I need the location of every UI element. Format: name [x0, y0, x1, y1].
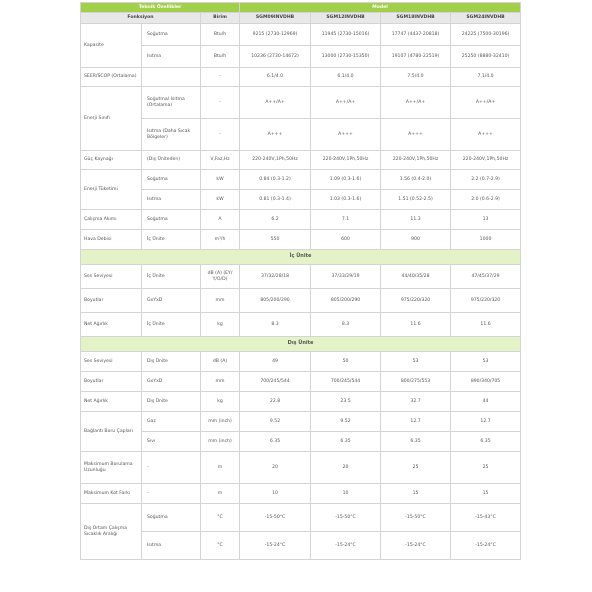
value-cell: 53	[451, 352, 521, 372]
spec-row	[81, 352, 521, 372]
row-function: (Dış Üniteden)	[142, 151, 201, 170]
row-unit: dB (A) (EY/ Y/O/D)	[201, 265, 240, 289]
row-label: SEER/SCOP (Ortalama)	[81, 68, 142, 87]
row-unit: mm (inch)	[201, 412, 240, 432]
value-cell: A++/A+	[451, 87, 521, 119]
value-cell: 220-240V,1Ph,50Hz	[311, 151, 381, 170]
row-function: Isıtma	[142, 532, 201, 560]
value-cell: 2.0 (0.6-2.9)	[451, 190, 521, 210]
row-label: Boyutlar	[81, 289, 142, 313]
value-cell: 900	[381, 230, 451, 250]
value-cell: 220-240V,1Ph,50Hz	[381, 151, 451, 170]
header-row-models	[81, 13, 521, 24]
section-header-row	[81, 337, 521, 352]
spec-row	[81, 230, 521, 250]
row-unit: kW	[201, 190, 240, 210]
value-cell: -15-24°C	[240, 532, 311, 560]
value-cell: 805/200/290	[240, 289, 311, 313]
row-unit: Btu/h	[201, 24, 240, 46]
value-cell: 1000	[451, 230, 521, 250]
row-unit: mm	[201, 289, 240, 313]
col-unit-header: Birim	[201, 13, 240, 24]
value-cell: 1.03 (0.3-1.6)	[311, 190, 381, 210]
value-cell: A++/A+	[311, 87, 381, 119]
row-function: GxYxD	[142, 289, 201, 313]
value-cell: 7.1/4.0	[451, 68, 521, 87]
row-function: Isıtma	[142, 46, 201, 68]
value-cell: 9215 (2730-12969)	[240, 24, 311, 46]
value-cell: 15	[381, 484, 451, 504]
row-function: İç Ünite	[142, 313, 201, 337]
value-cell: A+++	[311, 119, 381, 151]
spec-row	[81, 432, 521, 452]
spec-row	[81, 24, 521, 46]
row-label: Güç Kaynağı	[81, 151, 142, 170]
spec-table	[80, 2, 521, 560]
value-cell: 1.09 (0.3-1.6)	[311, 170, 381, 190]
value-cell: 1.56 (0.4-2.0)	[381, 170, 451, 190]
row-function: Sıvı	[142, 432, 201, 452]
value-cell: A++/A+	[240, 87, 311, 119]
row-unit: dB (A)	[201, 352, 240, 372]
value-cell: 11945 (2730-15016)	[311, 24, 381, 46]
row-unit: kW	[201, 170, 240, 190]
spec-row	[81, 265, 521, 289]
row-function: Isıtma (Daha Sıcak Bölgeler)	[142, 119, 201, 151]
value-cell: 6.35	[240, 432, 311, 452]
value-cell: 12.7	[381, 412, 451, 432]
value-cell: 805/200/290	[311, 289, 381, 313]
value-cell: A++/A+	[381, 87, 451, 119]
row-label: Hava Debisi	[81, 230, 142, 250]
value-cell: -15-43°C	[451, 504, 521, 532]
value-cell: 6.35	[381, 432, 451, 452]
value-cell: 24225 (7500-30196)	[451, 24, 521, 46]
row-unit: m³/h	[201, 230, 240, 250]
value-cell: -15-50°C	[311, 504, 381, 532]
value-cell: 20	[240, 452, 311, 484]
value-cell: 37/32/28/18	[240, 265, 311, 289]
value-cell: 11.6	[381, 313, 451, 337]
section-title: Dış Ünite	[81, 337, 521, 352]
value-cell: 25	[451, 452, 521, 484]
row-unit: °C	[201, 532, 240, 560]
row-function: Dış Ünite	[142, 352, 201, 372]
value-cell: -15-50°C	[381, 504, 451, 532]
row-unit: m	[201, 452, 240, 484]
value-cell: 13000 (2730-15350)	[311, 46, 381, 68]
value-cell: 8.3	[311, 313, 381, 337]
section-title: İç Ünite	[81, 250, 521, 265]
model-header: SGM09INVDHB	[240, 13, 311, 24]
value-cell: 49	[240, 352, 311, 372]
spec-row	[81, 87, 521, 119]
row-label: Maksimum Kot Farkı	[81, 484, 142, 504]
row-function: Isıtma	[142, 190, 201, 210]
value-cell: 800/275/553	[381, 372, 451, 392]
value-cell: 11.3	[381, 210, 451, 230]
value-cell: 6.1/4.0	[311, 68, 381, 87]
section-header-row	[81, 250, 521, 265]
spec-row	[81, 504, 521, 532]
model-header: SGM12INVDHB	[311, 13, 381, 24]
value-cell: 6.35	[311, 432, 381, 452]
value-cell: 975/220/320	[381, 289, 451, 313]
row-function: Dış Ünite	[142, 392, 201, 412]
row-label: Maksimum Borulama Uzunluğu	[81, 452, 142, 484]
section-label: Teknik Özellikler	[81, 3, 240, 13]
value-cell: 8.3	[240, 313, 311, 337]
spec-row	[81, 190, 521, 210]
value-cell: 1.51 (0.52-2.5)	[381, 190, 451, 210]
value-cell: 22.8	[240, 392, 311, 412]
row-unit: °C	[201, 504, 240, 532]
row-label: Enerji Tüketimi	[81, 170, 142, 210]
value-cell: 13	[451, 210, 521, 230]
value-cell: 25	[381, 452, 451, 484]
model-header: SGM24INVDHB	[451, 13, 521, 24]
spec-row	[81, 372, 521, 392]
row-function: Soğutma	[142, 210, 201, 230]
spec-row	[81, 68, 521, 87]
row-function: Soğutma/ Isıtma (Ortalama)	[142, 87, 201, 119]
row-label: Net Ağırlık	[81, 313, 142, 337]
spec-row	[81, 151, 521, 170]
spec-row	[81, 392, 521, 412]
value-cell: 44/40/35/28	[381, 265, 451, 289]
row-label: Ses Seviyesi	[81, 265, 142, 289]
row-label: Çalışma Akımı	[81, 210, 142, 230]
spec-row	[81, 119, 521, 151]
row-label: Dış Ortam Çalışma Sıcaklık Aralığı	[81, 504, 142, 560]
spec-row	[81, 289, 521, 313]
value-cell: 17747 (4437-20818)	[381, 24, 451, 46]
row-unit: -	[201, 119, 240, 151]
row-function: GxYxD	[142, 372, 201, 392]
spec-row	[81, 412, 521, 432]
row-label: Net Ağırlık	[81, 392, 142, 412]
value-cell: 700/245/544	[311, 372, 381, 392]
row-label: Boyutlar	[81, 372, 142, 392]
value-cell: 7.1	[311, 210, 381, 230]
col-function-header: Fonksiyon	[81, 13, 201, 24]
value-cell: 25250 (8880-32410)	[451, 46, 521, 68]
row-unit: mm	[201, 372, 240, 392]
row-unit: kg	[201, 392, 240, 412]
row-label: Kapasite	[81, 24, 142, 68]
model-group-label: Model	[240, 3, 521, 13]
row-unit: kg	[201, 313, 240, 337]
row-function: -	[142, 484, 201, 504]
row-function: Gaz	[142, 412, 201, 432]
value-cell: 10236 (2730-14672)	[240, 46, 311, 68]
row-function: Soğutma	[142, 24, 201, 46]
value-cell: A+++	[240, 119, 311, 151]
value-cell: 700/245/544	[240, 372, 311, 392]
row-unit: -	[201, 87, 240, 119]
value-cell: 2.2 (0.7-2.9)	[451, 170, 521, 190]
value-cell: 550	[240, 230, 311, 250]
value-cell: -15-50°C	[240, 504, 311, 532]
value-cell: -15-24°C	[311, 532, 381, 560]
value-cell: 220-240V,1Ph,50Hz	[240, 151, 311, 170]
row-unit: mm (inch)	[201, 432, 240, 452]
value-cell: 9.52	[240, 412, 311, 432]
row-unit: Btu/h	[201, 46, 240, 68]
value-cell: A+++	[381, 119, 451, 151]
value-cell: 10	[240, 484, 311, 504]
value-cell: 20	[311, 452, 381, 484]
value-cell: 7.5/4.0	[381, 68, 451, 87]
spec-row	[81, 484, 521, 504]
value-cell: 975/220/320	[451, 289, 521, 313]
row-function: -	[142, 452, 201, 484]
value-cell: 600	[311, 230, 381, 250]
value-cell: 220-240V,1Ph,50Hz	[451, 151, 521, 170]
value-cell: 6.1/4.0	[240, 68, 311, 87]
value-cell: 11.6	[451, 313, 521, 337]
value-cell: 890/340/705	[451, 372, 521, 392]
value-cell: 47/45/37/29	[451, 265, 521, 289]
value-cell: 0.84 (0.3-1.2)	[240, 170, 311, 190]
row-unit: m	[201, 484, 240, 504]
spec-row	[81, 170, 521, 190]
spec-row	[81, 46, 521, 68]
spec-row	[81, 452, 521, 484]
row-function: Soğutma	[142, 170, 201, 190]
value-cell: 32.7	[381, 392, 451, 412]
row-function: İç Ünite	[142, 230, 201, 250]
model-header: SGM18INVDHB	[381, 13, 451, 24]
value-cell: 23.5	[311, 392, 381, 412]
row-unit: V,Faz,Hz	[201, 151, 240, 170]
value-cell: -15-24°C	[451, 532, 521, 560]
value-cell: 6.35	[451, 432, 521, 452]
value-cell: 6.2	[240, 210, 311, 230]
value-cell: 50	[311, 352, 381, 372]
row-function	[142, 68, 201, 87]
value-cell: 12.7	[451, 412, 521, 432]
spec-row	[81, 313, 521, 337]
row-label: Enerji Sınıfı	[81, 87, 142, 151]
value-cell: 37/33/29/19	[311, 265, 381, 289]
row-function: Soğutma	[142, 504, 201, 532]
value-cell: A+++	[451, 119, 521, 151]
value-cell: -15-24°C	[381, 532, 451, 560]
value-cell: 53	[381, 352, 451, 372]
spec-row	[81, 532, 521, 560]
value-cell: 10	[311, 484, 381, 504]
value-cell: 0.81 (0.3-1.4)	[240, 190, 311, 210]
value-cell: 9.52	[311, 412, 381, 432]
row-unit: A	[201, 210, 240, 230]
header-row-top	[81, 3, 521, 13]
row-label: Bağlantı Boru Çapları	[81, 412, 142, 452]
value-cell: 19107 (4780-22519)	[381, 46, 451, 68]
value-cell: 44	[451, 392, 521, 412]
spec-row	[81, 210, 521, 230]
row-function: İç Ünite	[142, 265, 201, 289]
row-unit: -	[201, 68, 240, 87]
row-label: Ses Seviyesi	[81, 352, 142, 372]
value-cell: 15	[451, 484, 521, 504]
